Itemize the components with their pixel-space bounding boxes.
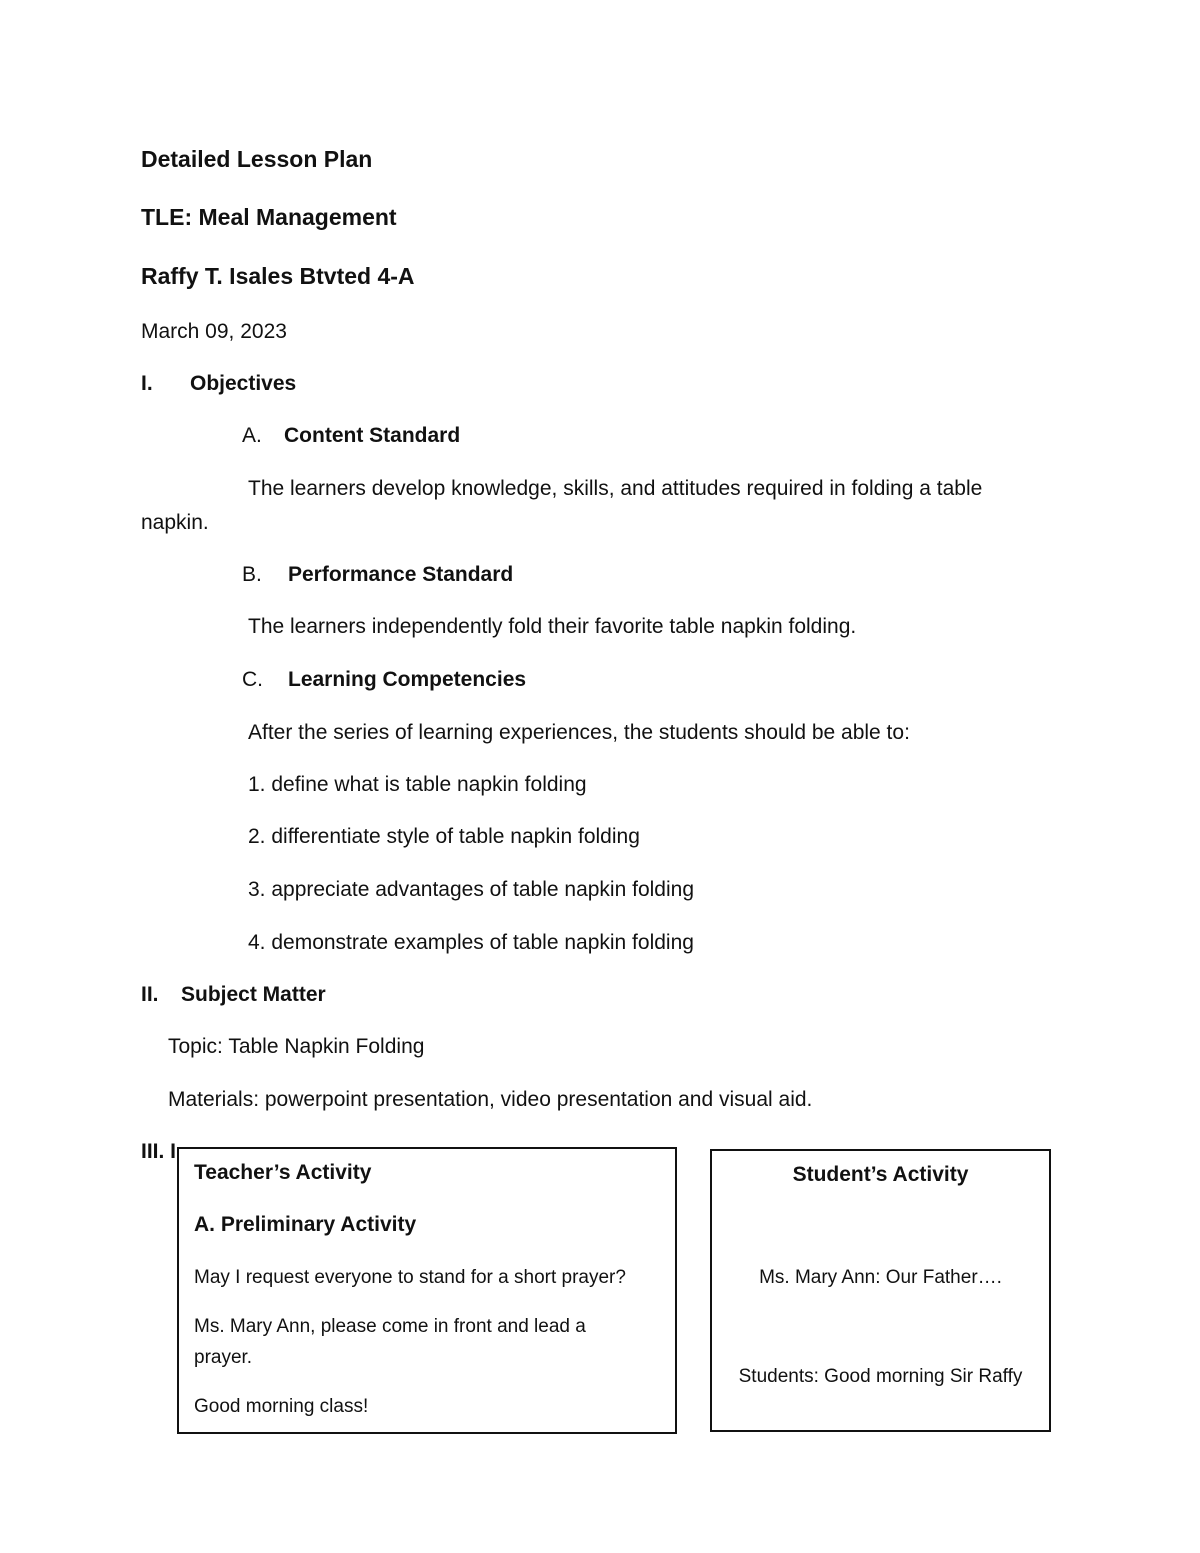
subsection-heading-content: Content Standard bbox=[284, 424, 461, 447]
document-title: Detailed Lesson Plan bbox=[141, 146, 373, 172]
teacher-line-prayer-request: May I request everyone to stand for a short prayer? bbox=[194, 1267, 626, 1288]
teacher-line-greeting: Good morning class! bbox=[194, 1396, 369, 1417]
section-numeral-objectives: I. bbox=[141, 372, 153, 395]
topic-line: Topic: Table Napkin Folding bbox=[168, 1035, 425, 1058]
subsection-letter-performance: B. bbox=[242, 563, 262, 586]
competency-item-2: 2. differentiate style of table napkin folding bbox=[248, 825, 640, 848]
teacher-line-lead-prayer: Ms. Mary Ann, please come in front and lead a bbox=[194, 1316, 586, 1337]
subsection-letter-competencies: C. bbox=[242, 668, 263, 691]
subject-title: TLE: Meal Management bbox=[141, 204, 397, 230]
date-line: March 09, 2023 bbox=[141, 320, 287, 343]
competencies-intro: After the series of learning experiences, the students should be able to: bbox=[248, 721, 910, 744]
content-standard-text-line1: The learners develop knowledge, skills, and attitudes required in folding a table bbox=[248, 477, 983, 500]
preliminary-activity-heading: A. Preliminary Activity bbox=[194, 1213, 417, 1236]
teacher-line-prayer-cont: prayer. bbox=[194, 1347, 253, 1368]
author-line: Raffy T. Isales Btvted 4-A bbox=[141, 263, 415, 289]
content-standard-text-line2: napkin. bbox=[141, 511, 209, 534]
competency-item-3: 3. appreciate advantages of table napkin folding bbox=[248, 878, 694, 901]
section-heading-objectives: Objectives bbox=[190, 372, 297, 395]
section-heading-instructional-partial: III. I bbox=[141, 1140, 177, 1163]
subsection-heading-performance: Performance Standard bbox=[288, 563, 514, 586]
competency-item-4: 4. demonstrate examples of table napkin folding bbox=[248, 931, 694, 954]
student-activity-box bbox=[710, 1149, 1051, 1432]
student-line-greeting: Students: Good morning Sir Raffy bbox=[738, 1366, 1023, 1387]
materials-line: Materials: powerpoint presentation, video presentation and visual aid. bbox=[168, 1088, 813, 1111]
student-activity-heading: Student’s Activity bbox=[792, 1163, 969, 1186]
student-line-prayer: Ms. Mary Ann: Our Father…. bbox=[759, 1267, 1002, 1288]
section-heading-subject-matter: Subject Matter bbox=[181, 983, 326, 1006]
competency-item-1: 1. define what is table napkin folding bbox=[248, 773, 587, 796]
teacher-activity-heading: Teacher’s Activity bbox=[194, 1161, 372, 1184]
section-numeral-subject-matter: II. bbox=[141, 983, 159, 1006]
teacher-activity-box bbox=[177, 1147, 677, 1434]
subsection-letter-content: A. bbox=[242, 424, 262, 447]
subsection-heading-competencies: Learning Competencies bbox=[288, 668, 527, 691]
performance-standard-text: The learners independently fold their favorite table napkin folding. bbox=[248, 615, 857, 638]
